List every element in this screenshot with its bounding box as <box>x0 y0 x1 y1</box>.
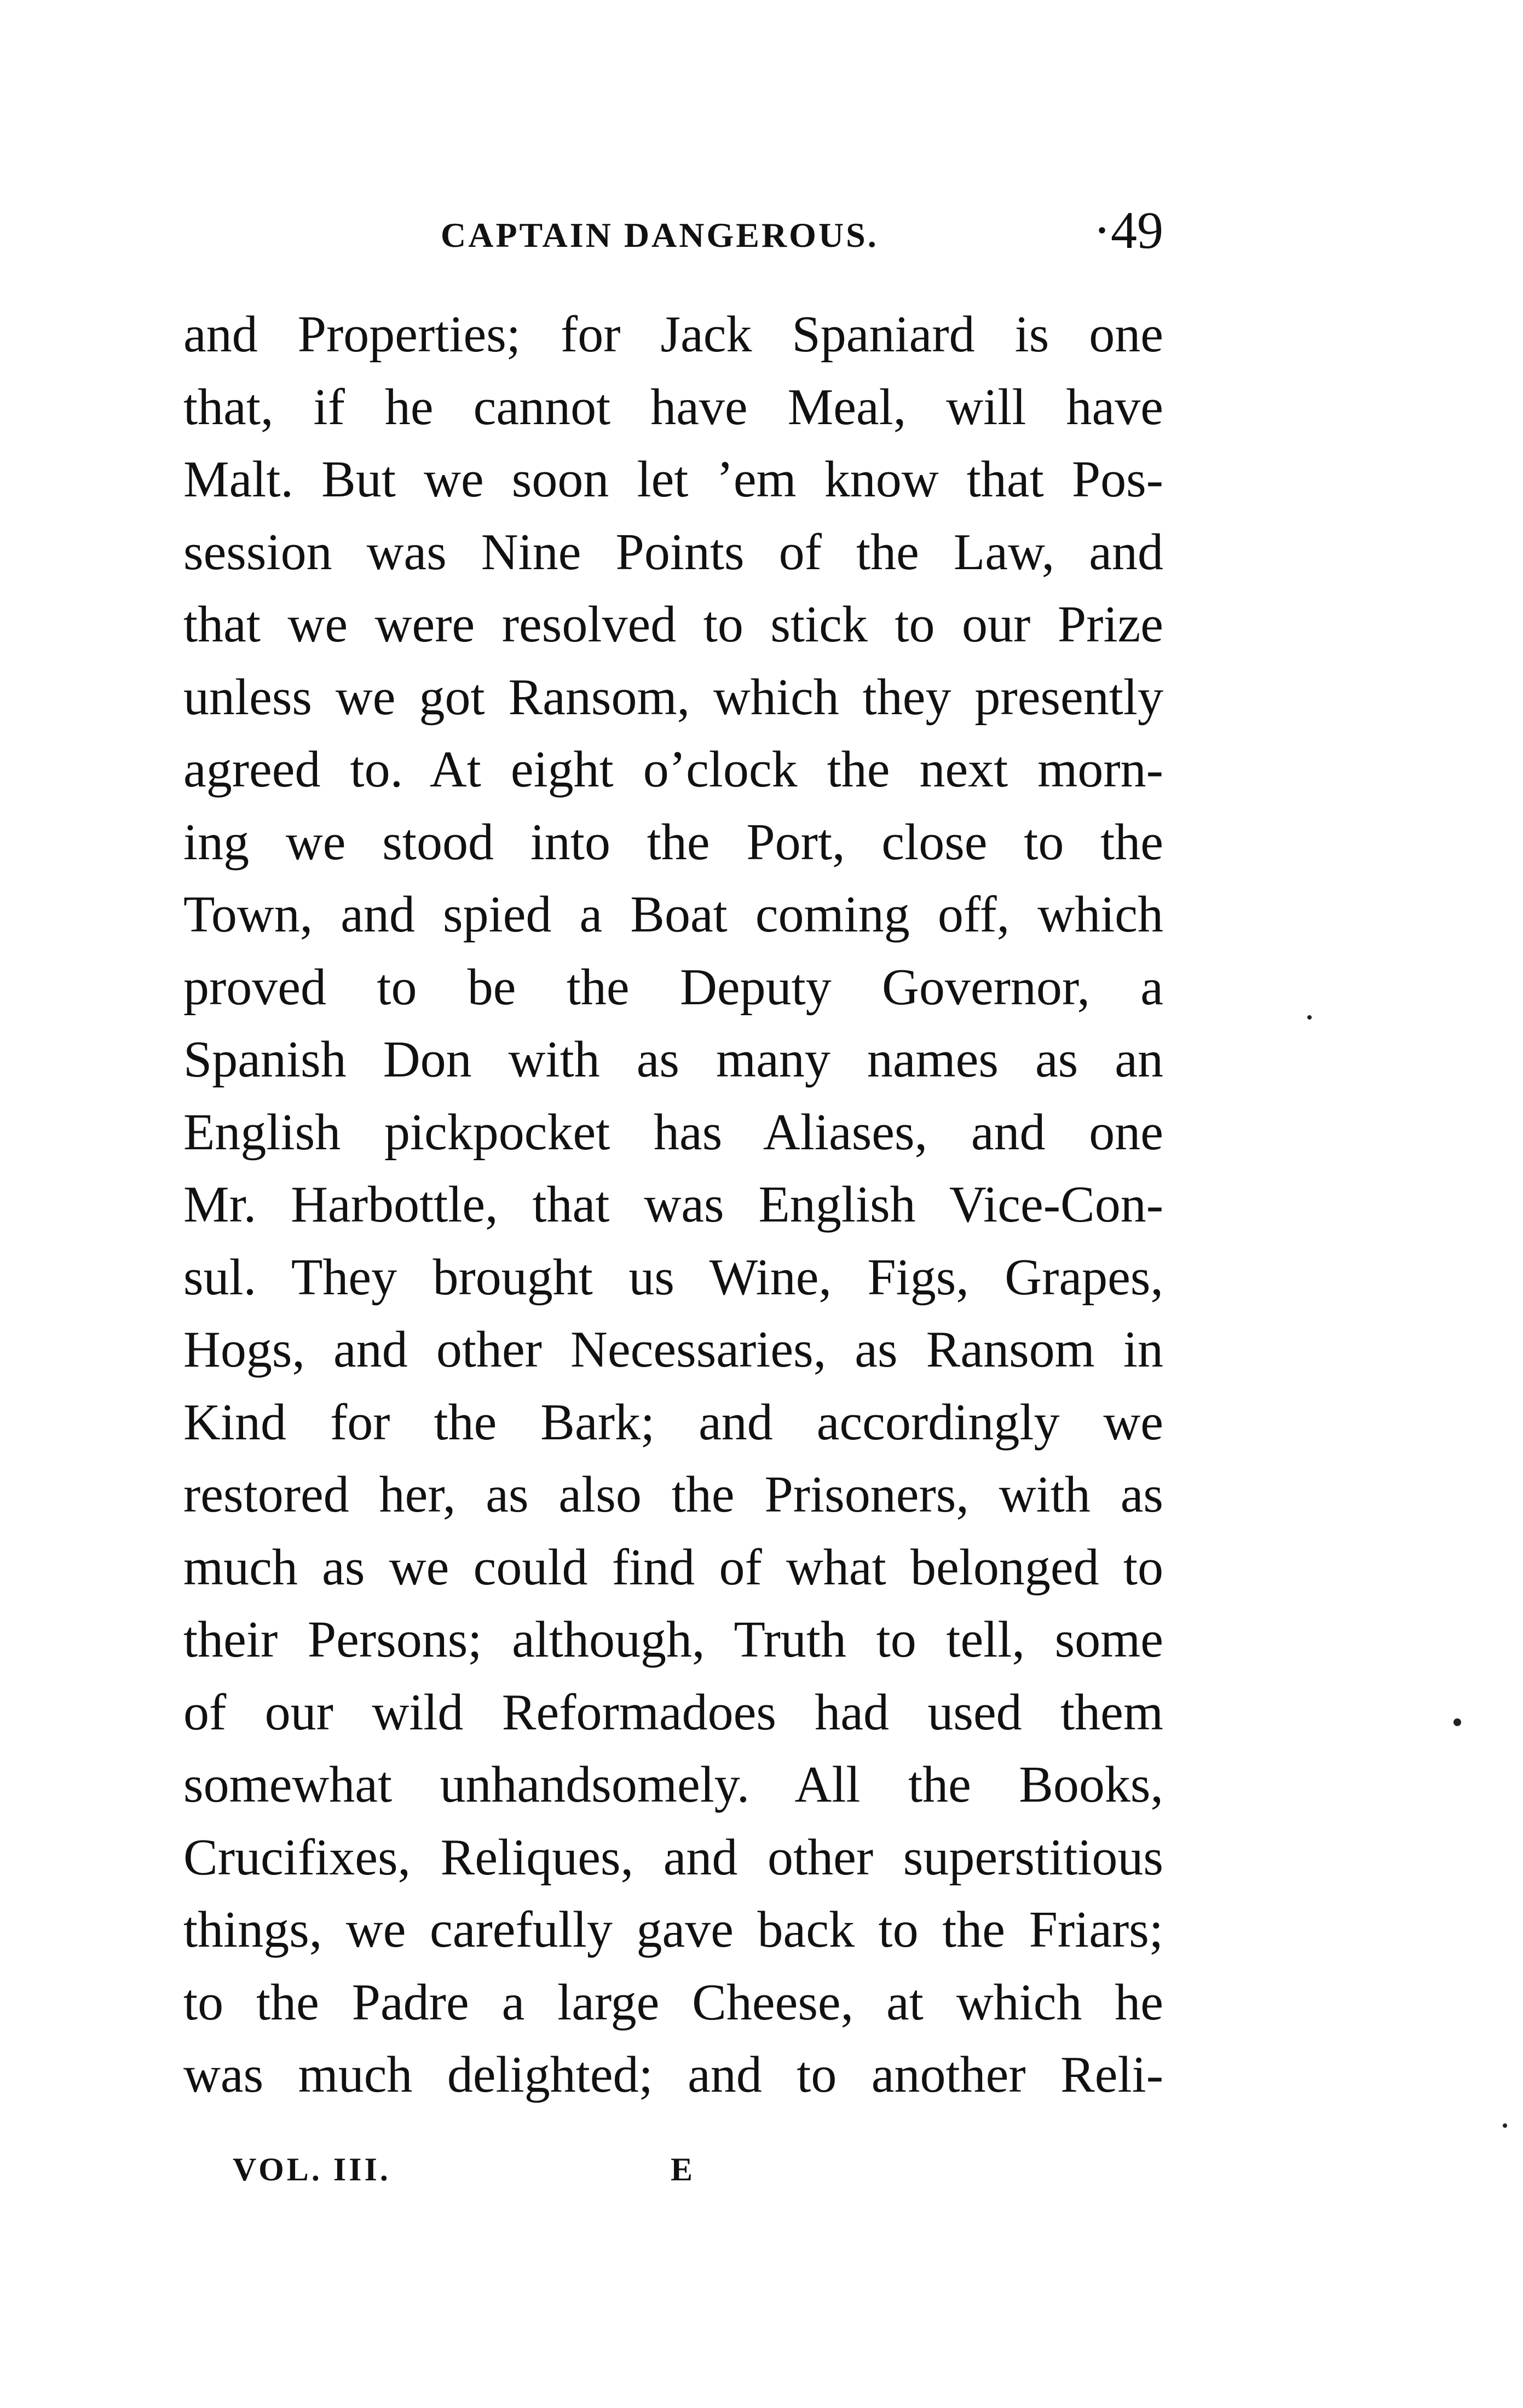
text-line-10: proved to be the Deputy Governor, a <box>183 958 1163 1016</box>
running-head <box>183 200 1163 260</box>
running-title: CAPTAIN DANGEROUS. <box>441 216 879 254</box>
page-number: ·49 <box>1093 201 1163 259</box>
text-line-13: Mr. Harbottle, that was English Vice-Con- <box>183 1176 1163 1233</box>
text-line-7: agreed to. At eight o’clock the next morn- <box>183 741 1163 798</box>
volume-label: VOL. III. <box>233 2151 391 2187</box>
text-line-6: unless we got Ransom, which they presently <box>183 668 1163 726</box>
text-line-8: ing we stood into the Port, close to the <box>183 813 1163 871</box>
text-line-12: English pickpocket has Aliases, and one <box>183 1103 1163 1161</box>
text-line-11: Spanish Don with as many names as an <box>183 1031 1163 1088</box>
text-line-2: that, if he cannot have Meal, will have <box>183 378 1163 436</box>
body-text <box>183 298 1163 2111</box>
text-line-24: to the Padre a large Cheese, at which he <box>183 1973 1163 2031</box>
text-line-20: of our wild Reformadoes had used them <box>183 1683 1163 1741</box>
text-line-3: Malt. But we soon let ’em know that Pos- <box>183 451 1163 508</box>
text-line-22: Crucifixes, Reliques, and other superstitious <box>183 1828 1163 1886</box>
text-line-1: and Properties; for Jack Spaniard is one <box>183 306 1163 363</box>
text-line-9: Town, and spied a Boat coming off, which <box>183 886 1163 943</box>
text-line-25: was much delighted; and to another Reli- <box>183 2046 1163 2103</box>
text-line-14: sul. They brought us Wine, Figs, Grapes, <box>183 1248 1163 1306</box>
text-line-17: restored her, as also the Prisoners, with as <box>183 1466 1163 1523</box>
text-line-18: much as we could find of what belonged to <box>183 1538 1163 1596</box>
gathering-signature: E <box>671 2151 696 2187</box>
ink-speck <box>1503 2123 1507 2128</box>
text-line-21: somewhat unhandsomely. All the Books, <box>183 1756 1163 1813</box>
signature-line <box>183 2151 1163 2200</box>
text-line-19: their Persons; although, Truth to tell, some <box>183 1611 1163 1668</box>
text-line-23: things, we carefully gave back to the Friars; <box>183 1901 1163 1958</box>
text-line-5: that we were resolved to stick to our Prize <box>183 596 1163 653</box>
text-line-15: Hogs, and other Necessaries, as Ransom in <box>183 1321 1163 1378</box>
ink-speck <box>1307 1015 1312 1020</box>
text-line-4: session was Nine Points of the Law, and <box>183 523 1163 581</box>
ink-speck <box>1453 1718 1461 1726</box>
text-line-16: Kind for the Bark; and accordingly we <box>183 1393 1163 1451</box>
